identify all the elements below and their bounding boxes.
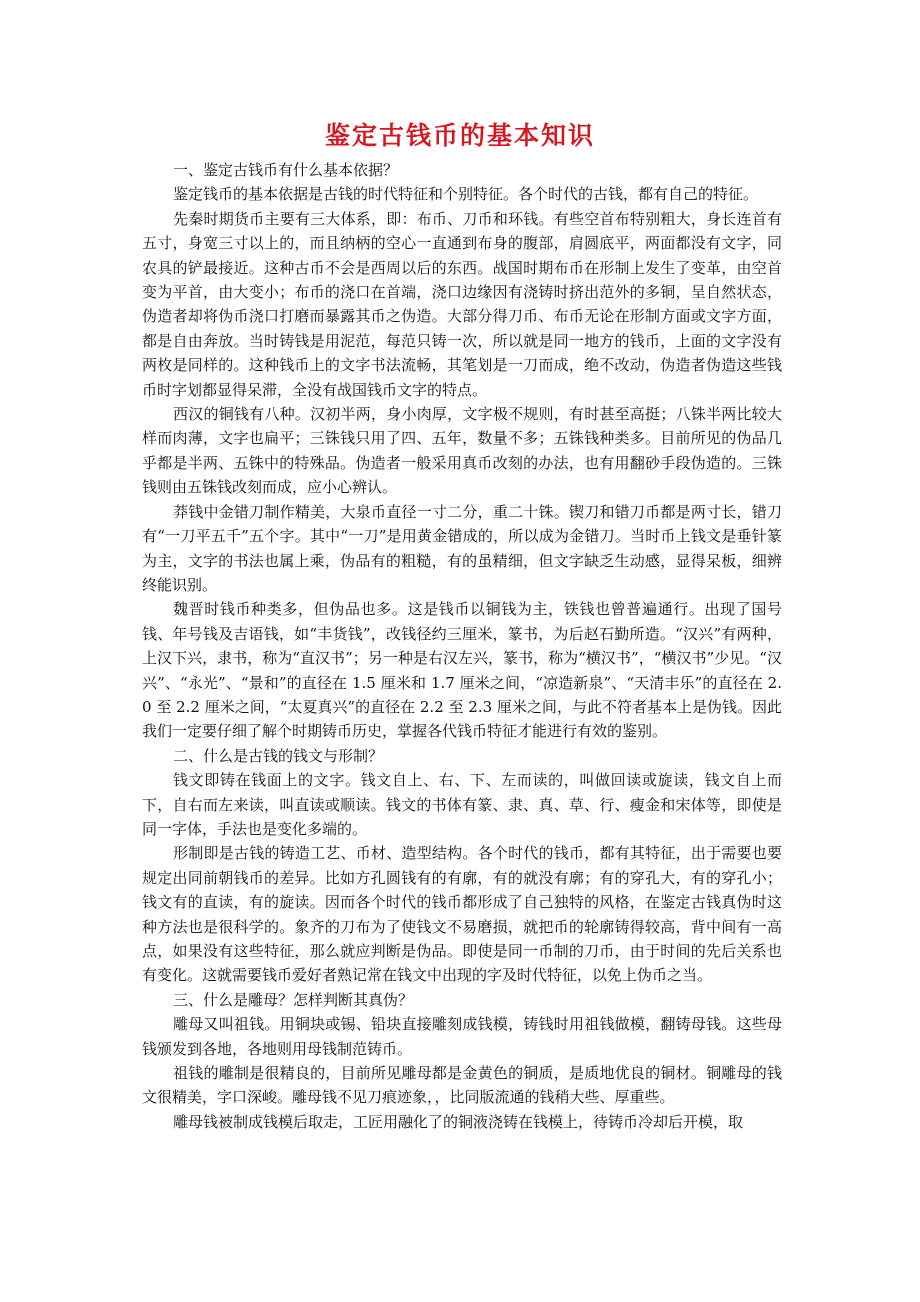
paragraph: 雕母钱被制成钱模后取走，工匠用融化了的铜液浇铸在钱模上，待铸币冷却后开模，取 (173, 1112, 744, 1131)
paragraph: 鉴定钱币的基本依据是古钱的时代特征和个别特征。各个时代的古钱，都有自己的特征。 (173, 185, 759, 204)
section-heading-3: 三、什么是雕母？怎样判断其真伪？ (173, 990, 414, 1009)
section-heading-1: 一、鉴定古钱币有什么基本依据？ (173, 161, 399, 179)
document-title: 鉴定古钱币的基本知识 (324, 121, 595, 150)
document-body (142, 158, 782, 1134)
paragraph: 钱文即铸在钱面上的文字。钱文自上、右、下、左而读的，叫做回读或旋读，钱文自上而下，自右而左来读，叫直读或顺读。钱文的书体有篆、隶、真、草、行、瘦金和宋体等，即使是同一字体，手法也是变化多端的。 (142, 771, 782, 838)
paragraph: 先秦时期货币主要有三大体系，即：布币、刀币和环钱。有些空首布特别粗大，身长连首有五寸，身宽三寸以上的，而且纳柄的空心一直通到布身的腹部，肩圆底平，两面都没有文字，同农具的铲最接近。这种古币不会是西周以后的东西。战国时期布币在形制上发生了变革，由空首变为平首，由大变小；布币的浇口在首端，浇口边缘因有浇铸时挤出范外的多铜，呈自然状态，伪造者却将伪币浇口打磨而暴露其币之伪造。大部分得刀币、布币无论在形制方面或文字方面，都是自由奔放。当时铸钱是用泥范，每范只铸一次，所以就是同一地方的钱币，上面的文字没有两枚是同样的。这种钱币上的文字书法流畅，其笔划是一刀而成，绝不改动，伪造者伪造这些钱币时字划都显得呆滞，全没有战国钱币文字的特点。 (142, 209, 782, 399)
paragraph: 莽钱中金错刀制作精美，大泉币直径一寸二分，重二十铢。锲刀和错刀币都是两寸长，错刀有“一刀平五千”五个字。其中“一刀”是用黄金错成的，所以成为金错刀。当时币上钱文是垂针篆为主，文字的书法也属上乘，伪品有的粗糙，有的虽精细，但文字缺乏生动感，显得呆板，细辨终能识别。 (142, 502, 782, 594)
paragraph: 魏晋时钱币种类多，但伪品也多。这是钱币以铜钱为主，铁钱也曾普遍通行。出现了国号钱、年号钱及吉语钱，如“丰货钱”，改钱径约三厘米，篆书，为后赵石勤所造。“汉兴”有两种，上汉下兴，隶书，称为“直汉书”；另一种是右汉左兴，篆书，称为“横汉书”，“横汉书”少见。“汉兴”、“永光”、“景和”的直径在 1.5 厘米和 1.7 厘米之间，“凉造新泉”、“天清丰乐”的直径在 2.0 至 2.2 厘米之间，“太夏真兴”的直径在 2.2 至 2.3 厘米之间，与此不符者基本上是伪钱。因此我们一定要仔细了解个时期铸币历史，掌握各代钱币特征才能进行有效的鉴别。 (142, 600, 782, 741)
paragraph: 形制即是古钱的铸造工艺、币材、造型结构。各个时代的钱币，都有其特征，出于需要也要规定出同前朝钱币的差异。比如方孔圆钱有的有廓，有的就没有廓；有的穿孔大，有的穿孔小；钱文有的直读，有的旋读。因而各个时代的钱币都形成了自己独特的风格，在鉴定古钱真伪时这种方法也是很科学的。象齐的刀布为了使钱文不易磨损，就把币的轮廓铸得较高，背中间有一高点，如果没有这些特征，那么就应判断是伪品。即使是同一币制的刀币，由于时间的先后关系也有变化。这就需要钱币爱好者熟记常在钱文中出现的字及时代特征，以免上伪币之当。 (142, 844, 782, 985)
paragraph: 西汉的铜钱有八种。汉初半两，身小肉厚，文字极不规则，有时甚至高挺；八铢半两比较大样而肉薄，文字也扁平；三铢钱只用了四、五年，数量不多；五铢钱种类多。目前所见的伪品几乎都是半两、五铢中的特殊品。伪造者一般采用真币改刻的办法，也有用翻砂手段伪造的。三铢钱则由五铢钱改刻而成，应小心辨认。 (142, 405, 782, 497)
paragraph: 祖钱的雕制是很精良的，目前所见雕母都是金黄色的铜质，是质地优良的铜材。铜雕母的钱文很精美，字口深峻。雕母钱不见刀痕迹象，，比同版流通的钱稍大些、厚重些。 (142, 1064, 782, 1107)
section-heading-2: 二、什么是古钱的钱文与形制？ (173, 746, 384, 765)
paragraph: 雕母又叫祖钱。用铜块或锡、铅块直接雕刻成钱模，铸钱时用祖钱做模，翻铸母钱。这些母钱颁发到各地，各地则用母钱制范铸币。 (142, 1015, 782, 1058)
